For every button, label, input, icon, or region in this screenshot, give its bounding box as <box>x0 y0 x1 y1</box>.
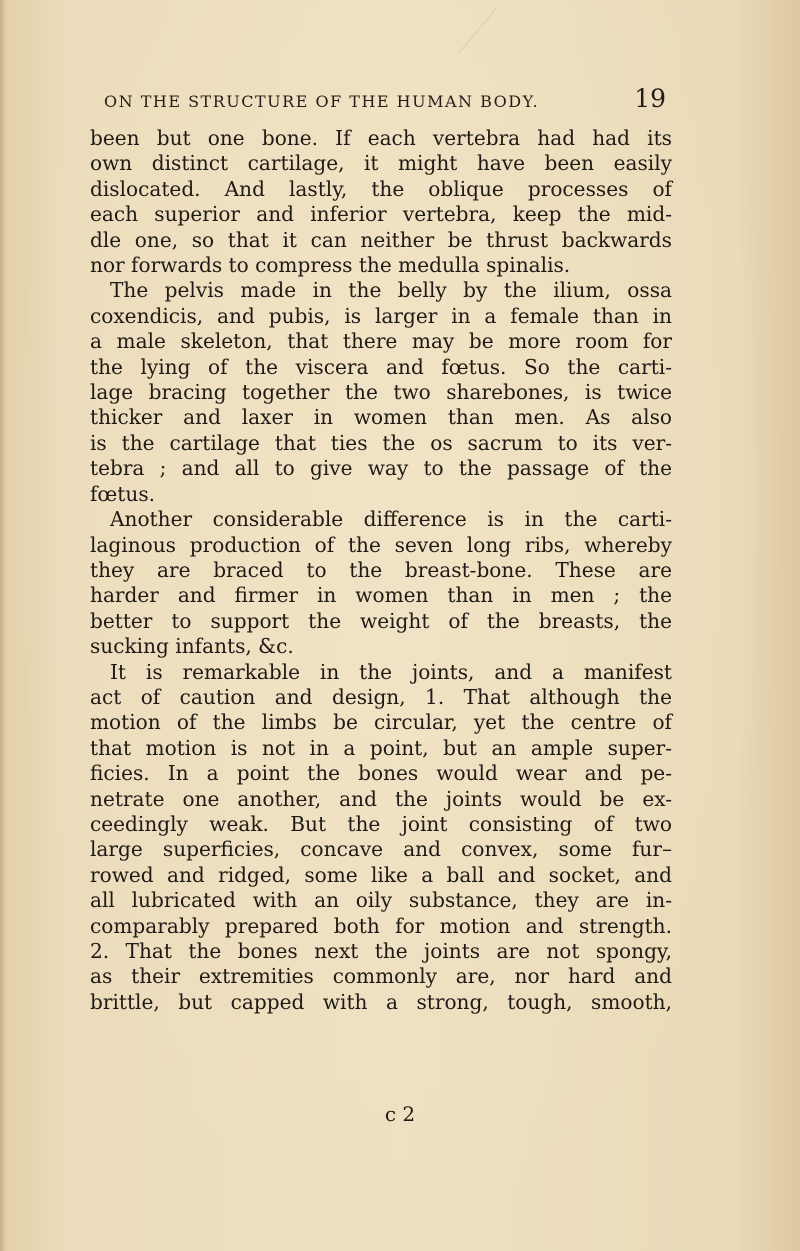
text-line: act of caution and design, 1. That although the <box>90 684 672 709</box>
text-line: better to support the weight of the breasts, the <box>90 608 672 633</box>
text-line: coxendicis, and pubis, is larger in a female than in <box>90 303 672 328</box>
running-title: ON THE STRUCTURE OF THE HUMAN BODY. <box>104 92 540 111</box>
text-line: is the cartilage that ties the os sacrum to its ver- <box>90 430 672 455</box>
text-line: sucking infants, &c. <box>90 634 294 659</box>
paper-crease <box>458 7 543 92</box>
text-line: been but one bone. If each vertebra had had its <box>90 126 672 150</box>
body-text <box>90 126 672 1015</box>
text-line: motion of the limbs be circular, yet the centre of <box>90 710 672 735</box>
text-line: all lubricated with an oily substance, they are in- <box>90 888 672 913</box>
text-line: thicker and laxer in women than men. As also <box>90 405 672 430</box>
text-line: the lying of the viscera and fœtus. So the carti- <box>90 354 672 379</box>
text-line: It is remarkable in the joints, and a manifest <box>110 659 672 684</box>
text-line: harder and firmer in women than in men ; the <box>90 583 672 608</box>
page-number: 19 <box>634 84 666 113</box>
text-line: own distinct cartilage, it might have been easily <box>90 151 672 176</box>
text-line: rowed and ridged, some like a ball and socket, and <box>90 862 672 887</box>
text-line: The pelvis made in the belly by the ilium, ossa <box>110 278 672 303</box>
text-line: a male skeleton, that there may be more room for <box>90 329 672 354</box>
text-line: fœtus. <box>90 481 156 506</box>
text-line: Another considerable difference is in the carti- <box>110 507 672 532</box>
text-line: each superior and inferior vertebra, keep the mid- <box>90 202 672 227</box>
text-line: 2. That the bones next the joints are not spongy, <box>90 939 672 963</box>
text-line: ceedingly weak. But the joint consisting of two <box>90 811 672 836</box>
text-line: tebra ; and all to give way to the passage of the <box>90 456 672 481</box>
text-line: netrate one another, and the joints would be ex- <box>90 786 672 811</box>
text-line: dislocated. And lastly, the oblique processes of <box>90 176 672 201</box>
text-line: dle one, so that it can neither be thrust backwards <box>90 227 672 252</box>
text-line: they are braced to the breast-bone. These are <box>90 557 672 582</box>
text-line: lage bracing together the two sharebones, is twice <box>90 380 672 405</box>
text-line: nor forwards to compress the medulla spinalis. <box>90 253 571 278</box>
text-line: ficies. In a point the bones would wear and pe- <box>90 761 672 786</box>
running-head <box>104 84 666 114</box>
text-line: large superficies, concave and convex, some fur– <box>90 837 672 862</box>
page-edge-shadow <box>0 0 6 1251</box>
signature-mark: c 2 <box>384 1102 416 1126</box>
text-line: brittle, but capped with a strong, tough, smooth, <box>90 989 672 1014</box>
text-line: that motion is not in a point, but an ample super- <box>90 735 672 760</box>
text-line: as their extremities commonly are, nor hard and <box>90 964 672 989</box>
text-line: laginous production of the seven long ribs, whereby <box>90 532 672 557</box>
text-line: comparably prepared both for motion and strength. <box>90 913 672 938</box>
